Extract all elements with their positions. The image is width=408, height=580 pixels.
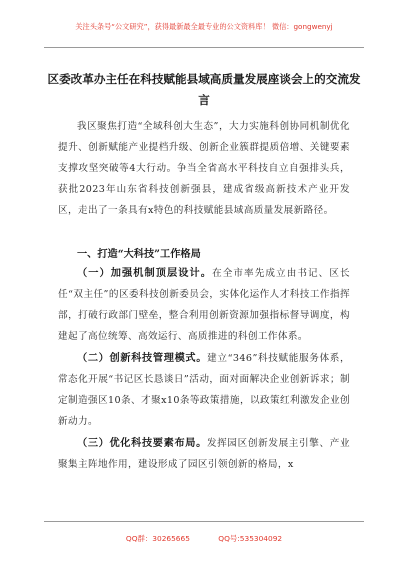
item-2-lead: （二）创新科技管理模式。 xyxy=(77,352,208,364)
document-title: 区委改革办主任在科技赋能县域高质量发展座谈会上的交流发言 xyxy=(47,72,361,107)
item-3-text: 发挥园区创新发展主引擎、产业聚集主阵地作用，建设形成了园区引领创新的格局，x xyxy=(58,438,350,470)
item-3-lead: （三）优化科技要素布局。 xyxy=(77,437,207,449)
header-promo-note: 关注头条号“公文研究”，获得最新最全最专业的公文资料库！ 微信：gongwenyj xyxy=(75,22,333,31)
item-2-text: 建立“346”科技赋能服务体系，常态化开展“书记区长恳谈日”活动，面对面解决企业创新诉求；制定制造强区10条、才聚x10条等政策措施，以政策红利激发企业创新动力。 xyxy=(58,353,350,427)
item-1-text: 在全市率先成立由书记、区长任“双主任”的区委科技创新委员会，实体化运作人才科技工作指挥部，打破行政部门壁垒，整合利用创新资源加强指标督导调度，构建起了高位统筹、高效运行、高质推进的科创工作体系。 xyxy=(58,268,350,342)
footer-qq-number: QQ号:535304092 xyxy=(218,534,283,543)
item-2-paragraph xyxy=(58,348,350,432)
footer-qq-group: QQ群：30265665 xyxy=(125,534,190,543)
item-1-lead: （一）加强机制顶层设计。 xyxy=(77,267,213,279)
section-heading-1: 一、打造“大科技”工作格局 xyxy=(77,248,201,260)
footer-divider xyxy=(44,521,364,522)
intro-paragraph: 我区聚焦打造“全域科创大生态”，大力实施科创协同机制优化提升、创新赋能产业提档升级、创新企业簇群提质倍增、关键要素支撑攻坚突破等4大行动。争当全省高水平科技自立自强排头兵，获批2023年山东省科技创新强县，建成省级高新技术产业开发区，走出了一条具有x特色的科技赋能县域高质量发展新路径。 xyxy=(58,121,350,216)
item-1-paragraph xyxy=(58,263,350,347)
footer-contact xyxy=(0,533,408,544)
item-3-paragraph xyxy=(58,433,350,475)
header-divider xyxy=(44,47,364,48)
